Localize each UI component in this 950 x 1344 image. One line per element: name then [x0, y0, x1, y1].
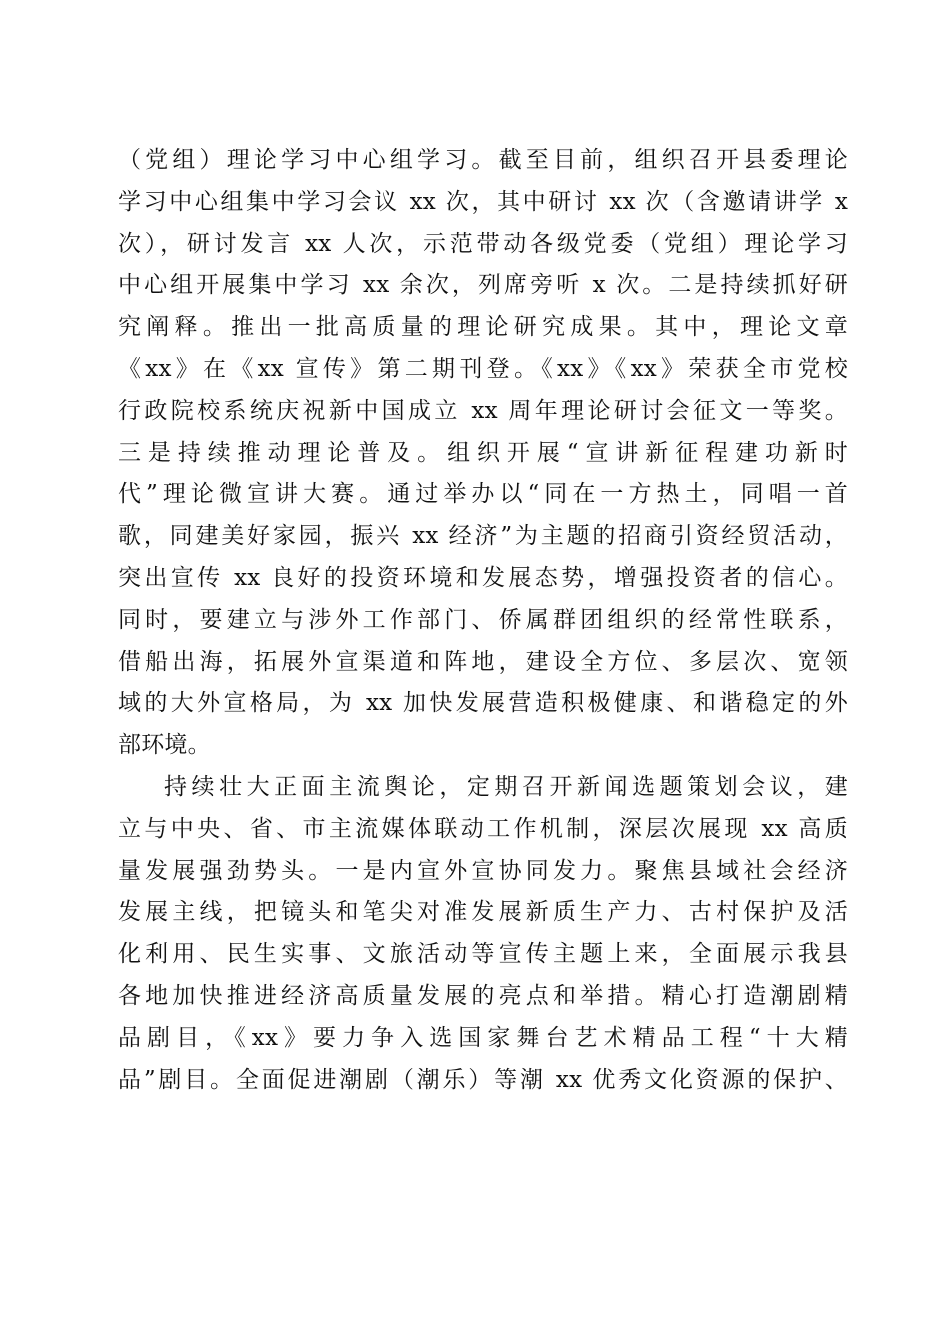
text-line: 域的大外宣格局，为 xx 加快发展营造积极健康、和谐稳定的外 — [118, 690, 848, 717]
text-line: 突出宣传 xx 良好的投资环境和发展态势，增强投资者的信心。 — [118, 564, 848, 591]
text-line: 各地加快推进经济高质量发展的亮点和举措。精心打造潮剧精 — [118, 982, 848, 1009]
text-line-first: 持续壮大正面主流舆论，定期召开新闻选题策划会议，建 — [164, 773, 848, 800]
text-line: 品剧目，《xx》要力争入选国家舞台艺术精品工程“十大精 — [118, 1024, 848, 1051]
text-line: （党组）理论学习中心组学习。截至目前，组织召开县委理论 — [118, 147, 848, 173]
text-line-last: 部环境。 — [118, 732, 211, 759]
paragraph-2 — [118, 767, 848, 1101]
text-line: 借船出海，拓展外宣渠道和阵地，建设全方位、多层次、宽领 — [118, 648, 848, 675]
document-body — [118, 140, 848, 1101]
text-line: 次），研讨发言 xx 人次，示范带动各级党委（党组）理论学习 — [118, 230, 848, 257]
text-line: 三是持续推动理论普及。组织开展“宣讲新征程建功新时 — [118, 439, 848, 466]
paragraph-1 — [118, 140, 848, 767]
text-line: 《xx》在《xx 宣传》第二期刊登。《xx》《xx》荣获全市党校 — [118, 355, 848, 382]
text-line: 发展主线，把镜头和笔尖对准发展新质生产力、古村保护及活 — [118, 899, 848, 926]
text-line: 学习中心组集中学习会议 xx 次，其中研讨 xx 次（含邀请讲学 x — [118, 188, 848, 215]
text-line: 行政院校系统庆祝新中国成立 xx 周年理论研讨会征文一等奖。 — [118, 397, 848, 424]
text-line: 品”剧目。全面促进潮剧（潮乐）等潮 xx 优秀文化资源的保护、 — [118, 1066, 848, 1093]
text-line: 歌，同建美好家园，振兴 xx 经济”为主题的招商引资经贸活动， — [118, 523, 848, 550]
text-line: 化利用、民生实事、文旅活动等宣传主题上来，全面展示我县 — [118, 941, 848, 968]
text-line: 同时，要建立与涉外工作部门、侨属群团组织的经常性联系， — [118, 606, 848, 633]
text-line: 代”理论微宣讲大赛。通过举办以“同在一方热土，同唱一首 — [118, 481, 848, 508]
text-line: 量发展强劲势头。一是内宣外宣协同发力。聚焦县域社会经济 — [118, 857, 848, 884]
text-line: 立与中央、省、市主流媒体联动工作机制，深层次展现 xx 高质 — [118, 815, 848, 842]
text-line: 中心组开展集中学习 xx 余次，列席旁听 x 次。二是持续抓好研 — [118, 272, 848, 299]
text-line: 究阐释。推出一批高质量的理论研究成果。其中，理论文章 — [118, 314, 848, 341]
